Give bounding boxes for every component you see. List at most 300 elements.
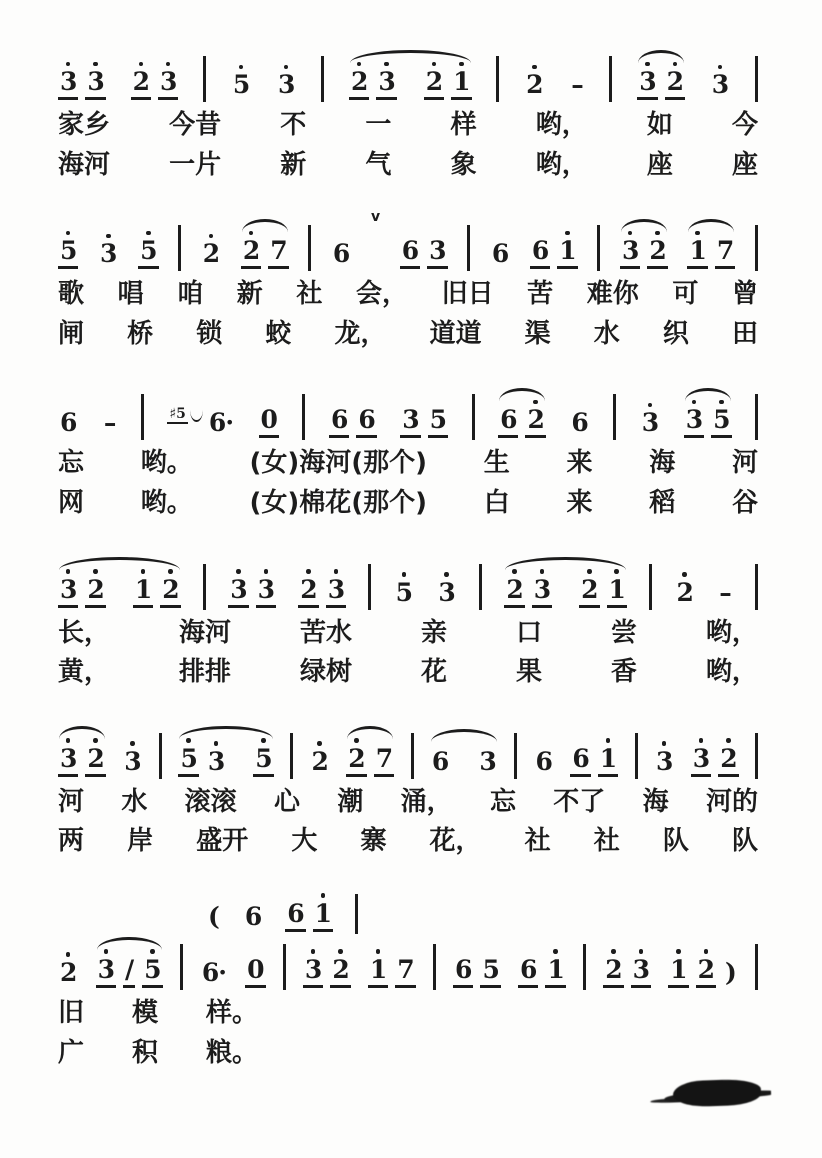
- octave-dot: [93, 62, 98, 67]
- lyric-syllable: 花: [420, 657, 447, 688]
- octave-dot: [704, 949, 709, 954]
- note-group: [329, 400, 377, 439]
- octave-dot: [682, 572, 687, 577]
- barline: [755, 394, 758, 440]
- lyric-syllable: 样: [450, 110, 477, 140]
- note-digit: ): [724, 957, 736, 987]
- note: [395, 949, 415, 988]
- note: [142, 949, 162, 988]
- note-digit: 5: [253, 746, 273, 777]
- slur-group: [504, 557, 627, 608]
- barline: [755, 225, 758, 271]
- note: [532, 569, 552, 608]
- lyric-syllable: 盛开: [196, 826, 249, 857]
- note: [138, 231, 158, 270]
- note-digit: 5: [138, 238, 158, 269]
- lyric-syllable: 涌，: [400, 786, 453, 817]
- note: [376, 62, 396, 101]
- note: [331, 234, 351, 270]
- note: [96, 949, 116, 988]
- lyric-syllable: 不: [280, 110, 307, 140]
- octave-dot: [662, 741, 667, 746]
- octave-dot-slot: [577, 403, 582, 408]
- note: [400, 231, 420, 270]
- note-digit: 2: [647, 238, 667, 269]
- octave-dot: [334, 569, 339, 574]
- octave-dot-slot: [211, 896, 216, 901]
- note: [453, 949, 473, 988]
- note-group: [534, 741, 554, 777]
- note-digit: 6: [570, 746, 590, 777]
- note: [253, 738, 273, 777]
- note-group: [58, 231, 78, 270]
- note-group: [668, 949, 738, 988]
- note: [427, 231, 447, 270]
- note: [545, 949, 565, 988]
- note: [85, 62, 105, 101]
- lyric-syllable: 新: [280, 149, 307, 180]
- note-group: [524, 65, 544, 101]
- note-digit: 5: [428, 407, 448, 438]
- barline: [141, 394, 144, 440]
- note-digit: 2: [696, 957, 716, 988]
- note-digit: 2: [85, 577, 105, 608]
- grace-tie: [190, 410, 203, 422]
- lyric-syllable: 香: [610, 657, 637, 688]
- lyric-syllable: 谷: [731, 487, 758, 518]
- lyric-syllable: (女)棉花(那个): [249, 487, 428, 518]
- octave-dot: [186, 738, 191, 743]
- barline: [609, 56, 612, 102]
- barline: [755, 733, 758, 779]
- note-digit: 6: [329, 407, 349, 438]
- system-4: [58, 548, 758, 687]
- barline: [203, 564, 206, 610]
- lyric-syllable: 座: [646, 149, 673, 180]
- octave-dot: [239, 65, 244, 70]
- note-digit: 2: [60, 957, 77, 987]
- octave-dot: [141, 569, 146, 574]
- note: [243, 896, 263, 932]
- note: [231, 65, 251, 101]
- note: [400, 400, 420, 439]
- octave-dot: [93, 738, 98, 743]
- note: [436, 572, 456, 608]
- octave-dot-slot: [541, 741, 546, 746]
- note: [158, 62, 178, 101]
- note: [534, 741, 554, 777]
- lyrics-line-2: [58, 151, 758, 180]
- note: [668, 949, 688, 988]
- lyric-syllable: 队: [662, 826, 689, 857]
- note-group: [518, 949, 566, 988]
- note: [241, 231, 261, 270]
- note-digit: 6: [285, 901, 305, 932]
- octave-dot: [66, 569, 71, 574]
- system-5: [58, 717, 758, 856]
- note-group: [394, 572, 414, 608]
- note: [326, 569, 346, 608]
- slur-group: [498, 388, 546, 439]
- slur-group: [96, 937, 163, 988]
- slur-group: [178, 726, 273, 777]
- note: [675, 572, 695, 608]
- note: [206, 741, 226, 777]
- lyric-syllable: 海河: [58, 149, 111, 180]
- barline: [159, 733, 162, 779]
- octave-dot: [321, 893, 326, 898]
- system-2: [58, 209, 758, 348]
- lyric-syllable: 水: [121, 786, 148, 817]
- lyric-syllable: 哟，: [535, 110, 588, 140]
- note-group: [309, 741, 329, 777]
- note-digit: 5: [711, 407, 731, 438]
- note-digit: 0: [259, 407, 279, 438]
- lyric-syllable: 桥: [127, 318, 154, 349]
- octave-dot: [459, 62, 464, 67]
- note: [569, 403, 589, 439]
- note: [58, 403, 78, 439]
- lyric-syllable: 不了: [553, 786, 606, 817]
- note-group: [58, 403, 78, 439]
- note: [498, 400, 518, 439]
- octave-dot: [264, 569, 269, 574]
- note: [569, 65, 585, 101]
- note: [329, 400, 349, 439]
- octave-dot-slot: [127, 949, 132, 954]
- note: [557, 231, 577, 270]
- barline: [649, 564, 652, 610]
- note-group: [453, 949, 501, 988]
- lyric-syllable: 大: [291, 826, 318, 857]
- note: [131, 62, 151, 101]
- note-digit: 3: [58, 577, 78, 608]
- slur-group: [346, 726, 394, 777]
- note-digit: (: [208, 901, 219, 931]
- lyric-syllable: 果: [515, 657, 542, 688]
- lyric-syllable: 歌: [58, 279, 85, 310]
- note-digit: 3: [427, 238, 447, 269]
- note-digit: 3: [158, 69, 178, 100]
- note-digit: 2: [298, 577, 318, 608]
- octave-dot: [214, 741, 219, 746]
- octave-dot: [692, 400, 697, 405]
- note: [368, 949, 388, 988]
- octave-dot-slot: [498, 234, 503, 239]
- lyric-syllable: 社: [593, 826, 620, 857]
- note-digit: 6: [60, 408, 77, 438]
- note: [654, 741, 674, 777]
- barline: [368, 564, 371, 610]
- lyric-syllable: 哟，: [705, 657, 758, 688]
- note: [309, 741, 329, 777]
- pickup-row: [206, 886, 758, 932]
- note-group: [717, 572, 733, 608]
- lyric-syllable: 咱: [177, 279, 204, 310]
- lyric-syllable: 一片: [169, 149, 222, 180]
- note-digit: 6: [356, 407, 376, 438]
- note-digit: 3: [641, 408, 659, 438]
- note-group: [245, 949, 265, 988]
- octave-dot: [719, 400, 724, 405]
- octave-dot: [655, 231, 660, 236]
- note-digit: 3: [400, 407, 420, 438]
- slur-group: [349, 50, 472, 101]
- note: [207, 403, 235, 439]
- note-digit: 2: [526, 70, 543, 99]
- note: [524, 65, 544, 101]
- octave-dot: [384, 62, 389, 67]
- lyric-syllable: 花，: [429, 826, 482, 857]
- lyrics-line-2: [58, 320, 758, 349]
- lyric-syllable: 海河: [178, 617, 231, 648]
- lyric-syllable: 水: [593, 318, 620, 349]
- barline: [635, 733, 638, 779]
- note: [518, 949, 538, 988]
- octave-dot: [611, 949, 616, 954]
- note-group: [228, 569, 276, 608]
- note-digit: 3: [532, 577, 552, 608]
- note-group: [58, 62, 106, 101]
- notation-row: [58, 717, 758, 777]
- note-digit: 2: [85, 746, 105, 777]
- note: [85, 569, 105, 608]
- octave-dot: [150, 949, 155, 954]
- note: [58, 231, 78, 270]
- lyric-syllable: 家乡: [58, 110, 111, 140]
- slur-group: [637, 50, 685, 101]
- lyric-syllable: 渠: [524, 318, 551, 349]
- note-digit: 2: [131, 69, 151, 100]
- note-group: [368, 949, 416, 988]
- octave-dot: [106, 234, 111, 239]
- slur-group: [58, 726, 106, 777]
- note: [691, 738, 711, 777]
- note: [228, 569, 248, 608]
- note-digit: 2: [330, 957, 350, 988]
- lyric-syllable: 河: [731, 448, 758, 479]
- note-digit: 3: [58, 746, 78, 777]
- octave-dot: [209, 234, 214, 239]
- note: [201, 234, 221, 270]
- note: [298, 569, 318, 608]
- octave-dot: [645, 62, 650, 67]
- lyric-syllable: 如: [646, 110, 673, 140]
- barline: [433, 944, 436, 990]
- note-group: [303, 949, 351, 988]
- note: [598, 738, 618, 777]
- octave-dot-slot: [575, 65, 580, 70]
- barline: [479, 564, 482, 610]
- note-digit: 1: [668, 957, 688, 988]
- note: [58, 738, 78, 777]
- lyric-syllable: 社: [296, 279, 323, 310]
- lyric-syllable: 会，: [355, 279, 408, 310]
- note-digit: 3: [100, 239, 117, 269]
- note-group: [138, 231, 158, 270]
- note-digit: 3: [207, 746, 225, 776]
- octave-dot: [673, 62, 678, 67]
- note-digit: ♯5: [169, 406, 186, 423]
- note-group: [654, 741, 674, 777]
- octave-dot: [317, 741, 322, 746]
- slur-group: [687, 219, 735, 270]
- octave-dot: [284, 65, 289, 70]
- note: [637, 62, 657, 101]
- lyric-syllable: 海: [649, 448, 676, 479]
- lyric-syllable: 旧日: [441, 279, 494, 310]
- lyric-syllable: 象: [450, 149, 477, 180]
- note-group: [331, 234, 351, 270]
- lyric-syllable: 积: [131, 1037, 158, 1068]
- note-group: [58, 952, 78, 988]
- octave-dot-slot: [293, 893, 298, 898]
- lyrics-line-2: [58, 489, 758, 518]
- octave-dot-slot: [461, 949, 466, 954]
- note: [579, 569, 599, 608]
- octave-dot-slot: [251, 896, 256, 901]
- octave-dot-slot: [485, 741, 490, 746]
- note-digit: 2: [665, 69, 685, 100]
- score: [58, 40, 758, 1097]
- note: [530, 231, 550, 270]
- note: [58, 62, 78, 101]
- note: [687, 231, 707, 270]
- note-digit: 3: [85, 69, 105, 100]
- note: [504, 569, 524, 608]
- octave-dot: [357, 62, 362, 67]
- note-digit: 1: [313, 901, 333, 932]
- lyric-syllable: 哟。: [140, 448, 193, 479]
- note: [424, 62, 444, 101]
- octave-dot-slot: [337, 400, 342, 405]
- lyric-syllable: 岸: [127, 826, 154, 857]
- note-digit: 5: [178, 746, 198, 777]
- note: [259, 400, 279, 439]
- note: [102, 403, 118, 439]
- note-group: [570, 738, 618, 777]
- note-group: [530, 231, 578, 270]
- note-digit: 7: [715, 238, 735, 269]
- note-digit: /: [123, 957, 135, 988]
- octave-dot: [354, 738, 359, 743]
- note-group: [569, 403, 589, 439]
- note-group: [231, 65, 251, 101]
- lyrics-line-1: [58, 999, 258, 1028]
- note-digit: 6: [453, 957, 473, 988]
- note: [603, 949, 623, 988]
- slur-group: [684, 388, 732, 439]
- note-digit: 5: [142, 957, 162, 988]
- note: [477, 741, 497, 777]
- octave-dot: [532, 65, 537, 70]
- lyric-syllable: 河的: [705, 786, 758, 817]
- note-digit: 3: [620, 238, 640, 269]
- lyric-syllable: 样。: [205, 997, 258, 1028]
- note-digit: 3: [326, 577, 346, 608]
- octave-dot: [432, 62, 437, 67]
- octave-dot-slot: [506, 400, 511, 405]
- note-group: [691, 738, 739, 777]
- note-digit: 2: [504, 577, 524, 608]
- lyric-syllable: 苦: [527, 279, 554, 310]
- octave-dot-slot: [728, 952, 733, 957]
- system-1: [58, 40, 758, 179]
- note-group: [436, 572, 456, 608]
- lyric-syllable: 忘: [58, 448, 85, 479]
- lyric-syllable: 稻: [649, 487, 676, 518]
- lyric-syllable: 黄，: [58, 657, 111, 688]
- notation-row: [58, 209, 758, 269]
- note: [480, 949, 500, 988]
- note: [640, 403, 660, 439]
- octave-dot: [695, 231, 700, 236]
- lyric-syllable: 道道: [429, 318, 482, 349]
- note: [123, 949, 135, 988]
- note-digit: 3: [637, 69, 657, 100]
- octave-dot: [587, 569, 592, 574]
- barline: [583, 944, 586, 990]
- lyric-syllable: 绿树: [299, 657, 352, 688]
- note: [178, 738, 198, 777]
- lyrics-line-2: [58, 658, 758, 687]
- octave-dot-slot: [382, 738, 387, 743]
- octave-dot: [306, 569, 311, 574]
- lyric-syllable: 白: [483, 487, 510, 518]
- note-digit: 3: [711, 70, 729, 99]
- note: [313, 893, 333, 932]
- barline: [308, 225, 311, 271]
- ink-smudge-artifact: [673, 1078, 762, 1107]
- note-digit: 2: [579, 577, 599, 608]
- lyric-syllable: 排排: [178, 657, 231, 688]
- note: [715, 231, 735, 270]
- slur-group: [58, 557, 181, 608]
- barline: [355, 894, 358, 934]
- octave-dot-slot: [538, 231, 543, 236]
- note: [200, 952, 228, 988]
- note: [607, 569, 627, 608]
- lyric-syllable: 锁: [196, 318, 223, 349]
- note-digit: –: [103, 408, 116, 438]
- lyric-syllable: 亲: [420, 617, 447, 648]
- lyric-syllable: 龙，: [334, 318, 387, 349]
- note-group: [206, 896, 221, 932]
- octave-dot: [540, 569, 545, 574]
- notation-row: [58, 378, 758, 438]
- barline: [283, 944, 286, 990]
- lyric-syllable: 忘: [489, 786, 516, 817]
- note-digit: 3: [684, 407, 704, 438]
- octave-dot: [236, 569, 241, 574]
- note-group: [710, 65, 730, 101]
- barline: [467, 225, 470, 271]
- note-digit: 6: [571, 408, 588, 438]
- octave-dot-slot: [488, 949, 493, 954]
- note-digit: 7: [395, 957, 415, 988]
- octave-dot: [718, 65, 723, 70]
- note-group: [259, 400, 279, 439]
- note-digit: 1: [687, 238, 707, 269]
- barline: [755, 564, 758, 610]
- note-digit: 1: [557, 238, 577, 269]
- octave-dot: [261, 738, 266, 743]
- note-group: [276, 65, 296, 101]
- note-group: [490, 234, 510, 270]
- octave-dot-slot: [438, 741, 443, 746]
- slur-group: [620, 219, 668, 270]
- note: [451, 62, 471, 101]
